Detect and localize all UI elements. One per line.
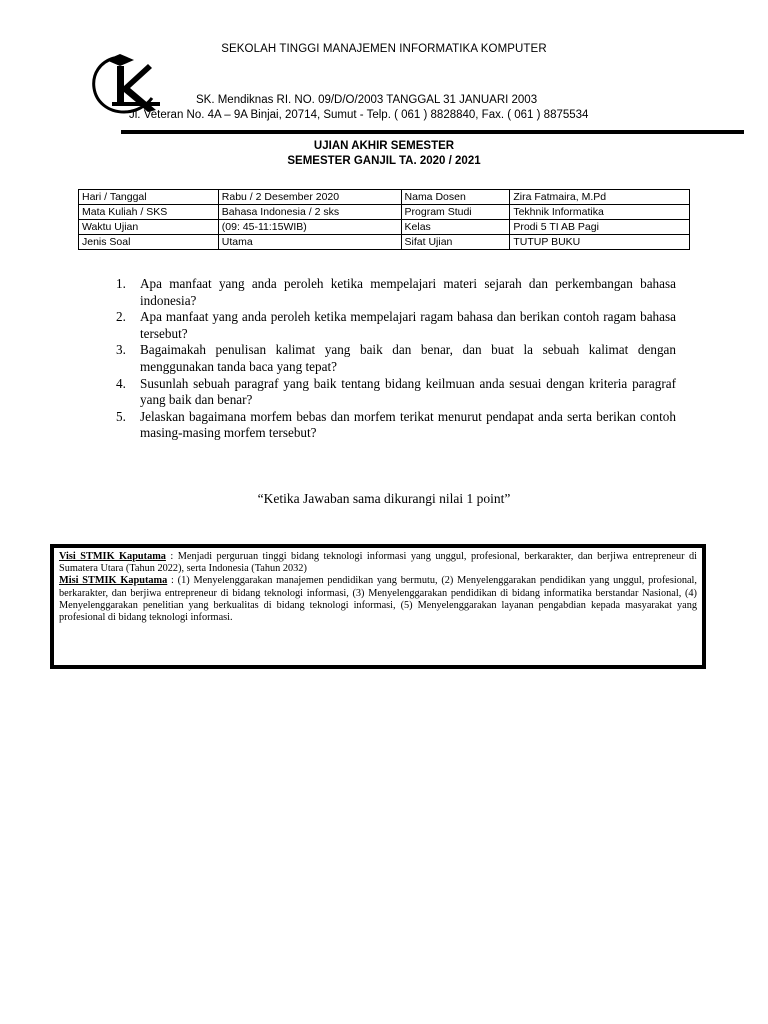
table-cell: Tekhnik Informatika — [510, 205, 690, 220]
question-number: 3. — [116, 342, 126, 358]
table-row — [79, 220, 690, 235]
question-number: 2. — [116, 309, 126, 325]
exam-title-line1: UJIAN AKHIR SEMESTER — [313, 140, 455, 152]
scoring-note: “Ketika Jawaban sama dikurangi nilai 1 point” — [257, 491, 511, 506]
mission-paragraph — [59, 575, 697, 624]
list-item — [116, 309, 676, 342]
vision-paragraph — [59, 551, 697, 575]
table-cell: Sifat Ujian — [401, 235, 510, 250]
question-number: 5. — [116, 408, 126, 424]
table-cell: (09: 45-11:15WIB) — [218, 220, 401, 235]
address-line: Jl. Veteran No. 4A – 9A Binjai, 20714, Sumut - Telp. ( 061 ) 8828840, Fax. ( 061 ) 8875534 — [129, 109, 589, 121]
institution-name: SEKOLAH TINGGI MANAJEMEN INFORMATIKA KOMPUTER — [221, 43, 547, 55]
list-item — [116, 409, 676, 442]
header-rule — [121, 130, 744, 134]
table-cell: Nama Dosen — [401, 190, 510, 205]
table-cell: Rabu / 2 Desember 2020 — [218, 190, 401, 205]
list-item — [116, 276, 676, 309]
table-row — [79, 190, 690, 205]
question-text: Susunlah sebuah paragraf yang baik tentang bidang keilmuan anda sesuai dengan kriteria paragraf yang baik dan benar? — [140, 375, 676, 408]
table-cell: TUTUP BUKU — [510, 235, 690, 250]
mission-text: : (1) Menyelenggarakan manajemen pendidikan yang bermutu, (2) Menyelenggarakan pendidikan yang unggul, profesional, berkarakter, dan berjiwa entrepreneur di bidang teknologi informasi, (3) Menyelenggarakan pendidikan di bidang informatika berstandar Nasional, (4) Menyelenggarakan penelitian yang berkualitas di bidang teknologi informasi, (5) Menyelenggarakan layanan pengabdian kepada masyarakat yang profesional di bidang teknologi informasi. — [59, 575, 697, 624]
mission-label: Misi STMIK Kaputama — [59, 575, 168, 587]
question-text: Apa manfaat yang anda peroleh ketika mempelajari materi sejarah dan perkembangan bahasa indonesia? — [140, 276, 676, 308]
list-item — [116, 376, 676, 409]
question-number: 4. — [116, 375, 126, 391]
question-list — [116, 276, 676, 442]
question-number: 1. — [116, 276, 126, 291]
table-cell: Bahasa Indonesia / 2 sks — [218, 205, 401, 220]
sk-line: SK. Mendiknas RI. NO. 09/D/O/2003 TANGGAL 31 JANUARI 2003 — [196, 94, 538, 106]
table-cell: Hari / Tanggal — [79, 190, 219, 205]
exam-info-table — [78, 189, 690, 250]
table-cell: Kelas — [401, 220, 510, 235]
table-row — [79, 235, 690, 250]
exam-title — [0, 139, 768, 169]
table-cell: Jenis Soal — [79, 235, 219, 250]
stmik-logo-icon — [86, 52, 166, 114]
exam-title-line2: SEMESTER GANJIL TA. 2020 / 2021 — [287, 155, 481, 167]
table-row — [79, 205, 690, 220]
table-cell: Program Studi — [401, 205, 510, 220]
vision-label: Visi STMIK Kaputama — [59, 551, 166, 562]
question-text: Apa manfaat yang anda peroleh ketika mempelajari ragam bahasa dan berikan contoh ragam bahasa tersebut? — [140, 309, 676, 341]
table-cell: Utama — [218, 235, 401, 250]
table-cell: Mata Kuliah / SKS — [79, 205, 219, 220]
vision-text: : Menjadi perguruan tinggi bidang teknologi informasi yang unggul, profesional, berkarakter, dan berjiwa entrepreneur di Sumatera Utara (Tahun 2022), serta Indonesia (Tahun 2032) — [59, 551, 697, 575]
question-text: Bagaimakah penulisan kalimat yang baik dan benar, dan buat la sebuah kalimat dengan menggunakan tanda baca yang tepat? — [140, 342, 676, 374]
table-cell: Waktu Ujian — [79, 220, 219, 235]
vision-mission-box — [50, 544, 706, 669]
table-cell: Prodi 5 TI AB Pagi — [510, 220, 690, 235]
list-item — [116, 342, 676, 375]
question-text: Jelaskan bagaimana morfem bebas dan morfem terikat menurut pendapat anda serta berikan contoh masing-masing morfem tersebut? — [140, 408, 676, 441]
table-cell: Zira Fatmaira, M.Pd — [510, 190, 690, 205]
